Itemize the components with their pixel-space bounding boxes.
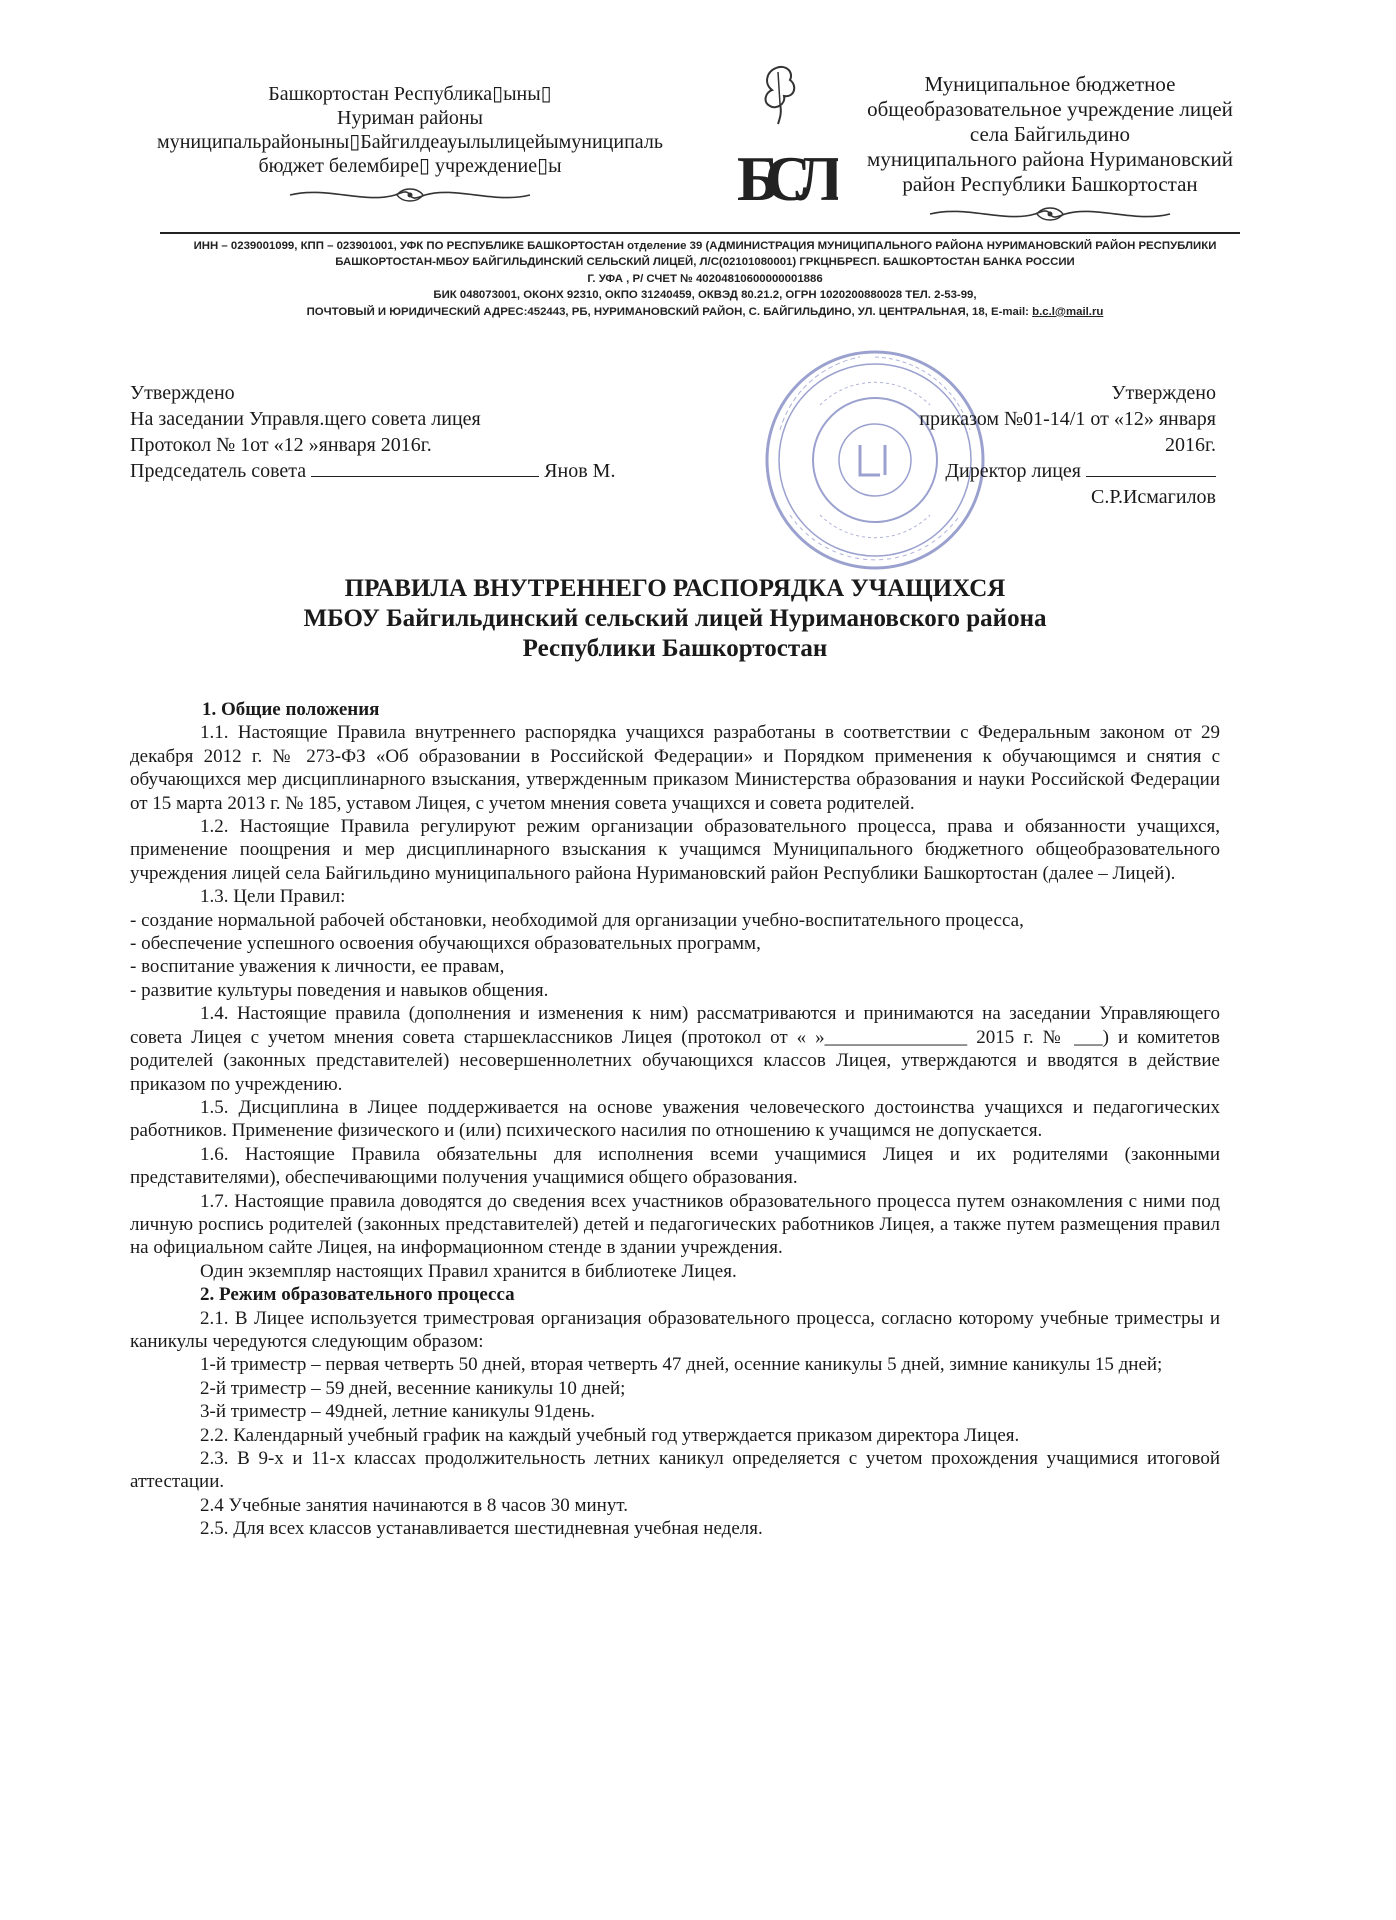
title-line: Республики Башкортостан <box>522 635 828 662</box>
requisites-block <box>150 238 1260 320</box>
list-item: - обеспечение успешного освоения обучающихся образовательных программ, <box>130 933 761 955</box>
letterhead-right-line: Муниципальное бюджетное <box>924 72 1176 96</box>
approval-meeting: На заседании Управля.щего совета лицея <box>130 408 481 430</box>
paragraph: 1-й триместр – первая четверть 50 дней, вторая четверть 47 дней, осенние каникулы 5 дней, зимние каникулы 15 дней; <box>200 1354 1163 1376</box>
chair-name: Янов М. <box>544 460 616 482</box>
letterhead-left-line: Башкортостан Республика▯ыны▯ <box>268 83 552 105</box>
signature-blank <box>311 458 539 477</box>
paragraph: 3-й триместр – 49дней, летние каникулы 91день. <box>200 1401 596 1423</box>
requisites-line: БАШКОРТОСТАН-МБОУ БАЙГИЛЬДИНСКИЙ СЕЛЬСКИЙ ЛИЦЕЙ, Л/С(02101080001) ГРКЦНБРЕСП. БАШКОРТОСТАН БАНКА РОССИИ <box>335 256 1075 269</box>
requisites-line: БИК 048073001, ОКОНХ 92310, ОКПО 31240459, ОКВЭД 80.21.2, ОГРН 1020200880028 ТЕЛ. 2-53-99, <box>433 289 977 302</box>
letterhead-right-line: район Республики Башкортостан <box>902 172 1198 196</box>
paragraph: 2.2. Календарный учебный график на каждый учебный год утверждается приказом директора Лицея. <box>200 1424 1020 1446</box>
letterhead-left-line: Нуриман районы <box>337 107 483 129</box>
director-signature-line <box>820 458 1216 484</box>
title-line: МБОУ Байгильдинский сельский лицей Нуримановского района <box>303 605 1047 632</box>
address-text: ПОЧТОВЫЙ И ЮРИДИЧЕСКИЙ АДРЕС:452443, РБ, НУРИМАНОВСКИЙ РАЙОН, С. БАЙГИЛЬДИНО, УЛ. ЦЕНТРАЛЬНАЯ, 18, E-mail: <box>306 305 1033 318</box>
paragraph: 1.2. Настоящие Правила регулируют режим организации образовательного процесса, права и обязанности учащихся, применение поощрения и мер дисциплинарного взыскания к учащимся Муниципального бюджетного общеобразовательного учреждения лицей села Байгильдино муниципального района Нуримановский район Республики Башкортостан (далее – Лицей). <box>130 816 1220 884</box>
chair-label: Председатель совета <box>130 460 307 482</box>
requisites-line: ИНН – 0239001099, КПП – 023901001, УФК ПО РЕСПУБЛИКЕ БАШКОРТОСТАН отделение 39 (АДМИНИСТРАЦИЯ МУНИЦИПАЛЬНОГО РАЙОНА НУРИМАНОВСКИЙ РАЙОН РЕСПУБЛИКИ <box>193 240 1217 252</box>
letterhead-right-line: села Байгильдино <box>969 122 1131 146</box>
ornament-divider <box>285 184 535 206</box>
letterhead-rule <box>160 232 1240 234</box>
list-item: - развитие культуры поведения и навыков общения. <box>130 979 549 1001</box>
approval-council <box>130 380 730 484</box>
paragraph: 2.1. В Лицее используется триместровая организация образовательного процесса, согласно которому учебные триместры и каникулы чередуются следующим образом: <box>130 1307 1220 1352</box>
approval-order-year: 2016г. <box>1165 434 1216 456</box>
letterhead-left-line: бюджет белембире▯ учреждение▯ы <box>258 155 562 177</box>
ornament-divider <box>925 203 1175 225</box>
paragraph: 1.1. Настоящие Правила внутреннего распорядка учащихся разработаны в соответствии с Федеральным законом от 29 декабря 2012 г. № 273-ФЗ «Об образовании в Российской Федерации» и Порядком применения к обучающимся и снятия с обучающихся мер дисциплинарного взыскания, утвержденным приказом Министерства образования и науки Российской Федерации от 15 марта 2013 г. № 185, уставом Лицея, с учетом мнения совета учащихся и совета родителей. <box>130 722 1220 814</box>
section-heading: 1. Общие положения <box>202 699 380 720</box>
approval-director <box>820 380 1216 510</box>
list-item: - воспитание уважения к личности, ее правам, <box>130 956 505 978</box>
document-title <box>130 574 1220 664</box>
email-link[interactable]: b.c.l@mail.ru <box>1032 305 1104 318</box>
lyceum-logo <box>728 60 838 230</box>
title-line: ПРАВИЛА ВНУТРЕННЕГО РАСПОРЯДКА УЧАЩИХСЯ <box>344 575 1006 602</box>
paragraph: 1.7. Настоящие правила доводятся до сведения всех участников образовательного процесса путем ознакомления с ними под личную роспись родителей (законных представителей) детей и педагогических работников Лицея, а также путем размещения правил на официальном сайте Лицея, на информационном стенде в здании учреждения. <box>130 1190 1220 1259</box>
approval-order: приказом №01-14/1 от «12» января <box>919 408 1216 430</box>
letterhead-left-line: муниципальрайоныны▯Байгилдеауылылицейымуниципаль <box>157 131 663 153</box>
approval-heading: Утверждено <box>1111 382 1216 404</box>
paragraph: 1.3. Цели Правил: <box>200 886 346 908</box>
paragraph: 2.4 Учебные занятия начинаются в 8 часов 30 минут. <box>200 1494 628 1516</box>
signature-blank <box>1086 458 1216 477</box>
director-label: Директор лицея <box>945 460 1081 482</box>
approval-protocol: Протокол № 1от «12 »января 2016г. <box>130 434 432 456</box>
list-item: - создание нормальной рабочей обстановки, необходимой для организации учебно-воспитательного процесса, <box>130 909 1024 931</box>
letterhead-bashkir <box>110 82 710 206</box>
director-name: С.Р.Исмагилов <box>1090 486 1216 508</box>
paragraph: 2.3. В 9-х и 11-х классах продолжительность летних каникул определяется с учетом прохождения учащимися итоговой аттестации. <box>130 1448 1220 1493</box>
paragraph: Один экземпляр настоящих Правил хранится в библиотеке Лицея. <box>200 1260 737 1282</box>
letterhead-russian <box>830 72 1270 225</box>
letterhead-right-line: муниципального района Нуримановский <box>867 147 1233 171</box>
paragraph: 2.5. Для всех классов устанавливается шестидневная учебная неделя. <box>200 1518 763 1540</box>
approval-heading: Утверждено <box>130 382 235 404</box>
letterhead-right-line: общеобразовательное учреждение лицей <box>867 97 1233 121</box>
paragraph: 1.5. Дисциплина в Лицее поддерживается на основе уважения человеческого достоинства учащихся и педагогических работников. Применение физического и (или) психического насилия по отношению к учащимся не допускается. <box>130 1096 1220 1142</box>
section-heading: 2. Режим образовательного процесса <box>200 1284 515 1306</box>
document-body <box>130 698 1220 1541</box>
requisites-line: Г. УФА , Р/ СЧЕТ № 40204810600000001886 <box>587 272 823 285</box>
logo-letters: БСЛ <box>736 143 830 214</box>
paragraph: 2-й триместр – 59 дней, весенние каникулы 10 дней; <box>200 1377 626 1399</box>
paragraph: 1.4. Настоящие правила (дополнения и изменения к ним) рассматриваются и принимаются на заседании Управляющего совета Лицея с учетом мнения совета старшеклассников Лицея (протокол от « »_______________ 2015 г. № ___) и комитетов родителей (законных представителей) несовершеннолетних обучающихся классов Лицея, утверждаются и вводятся в действие приказом по учреждению. <box>130 1003 1220 1095</box>
paragraph: 1.6. Настоящие Правила обязательны для исполнения всеми учащимися Лицея и их родителями (законными представителями), обеспечивающими получения учащимися общего образования. <box>130 1143 1220 1189</box>
council-chair-signature-line <box>130 458 730 484</box>
address-line <box>150 304 1260 320</box>
